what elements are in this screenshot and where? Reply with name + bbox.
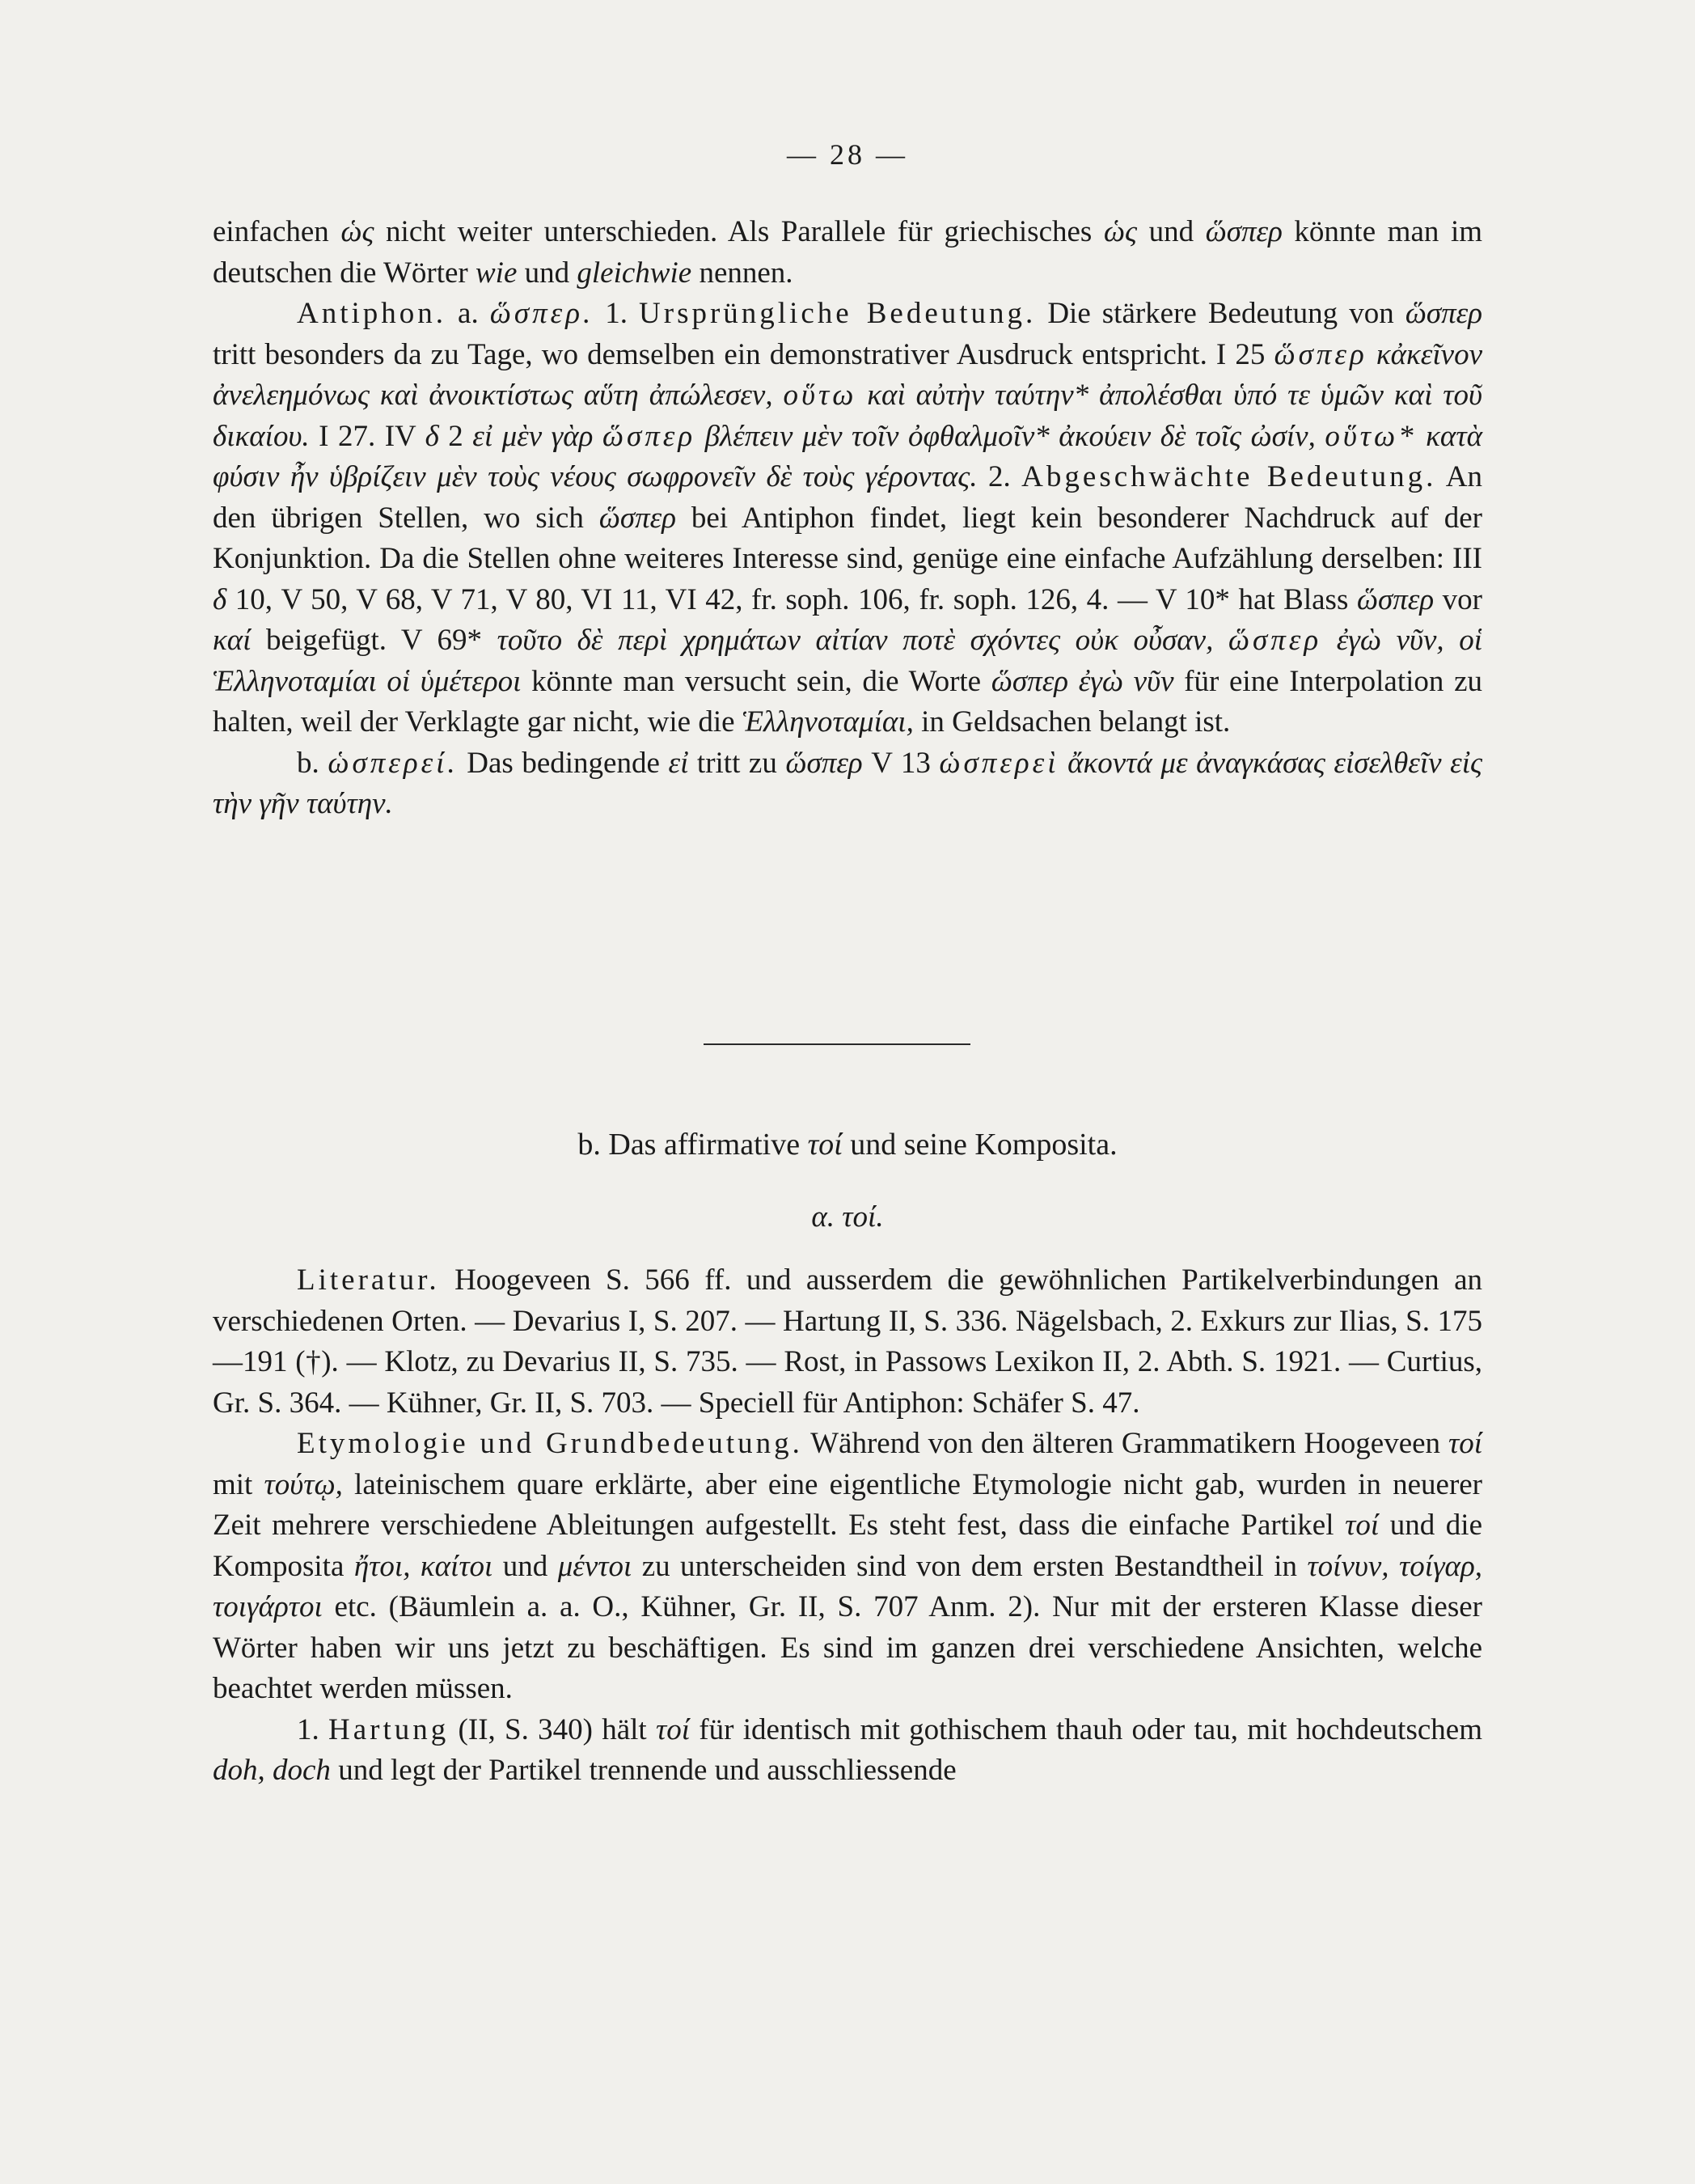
text-run: τοίνυν, τοίγαρ, τοιγάρτοι xyxy=(213,1549,1482,1623)
text-run: Antiphon. xyxy=(297,297,447,330)
text-run: ὥσπερ xyxy=(602,419,696,453)
text-run: ὥσπερ xyxy=(1274,337,1367,371)
text-run: καί xyxy=(213,624,252,657)
text-run: ὥσπερ xyxy=(1356,582,1435,616)
text-run: lateinischem quare erklärte, aber eine eigentliche Etymologie nicht gab, wurden in neuerer Zeit mehrere verschiedene Ableitungen aufgestellt. Es steht fest, dass die einfache Partikel xyxy=(213,1467,1483,1542)
text-run: wie xyxy=(476,256,518,290)
text-run: ὥσπερ. xyxy=(489,297,594,330)
paragraph-p2 xyxy=(213,294,1482,743)
section-heading-suffix: und seine Komposita. xyxy=(842,1128,1118,1162)
text-run: δ xyxy=(425,419,439,453)
text-run: b. xyxy=(297,746,328,780)
text-run: und die Komposita xyxy=(213,1509,1482,1583)
text-run: Ursprüngliche Bedeutung. xyxy=(639,297,1037,330)
text-run: für eine Interpolation zu halten, weil der Verklagte gar nicht, wie die xyxy=(213,664,1483,739)
text-run: gleichwie xyxy=(577,256,692,290)
text-run: Ἑλληνοταμίαι, xyxy=(742,705,914,739)
text-run: μέντοι xyxy=(557,1549,632,1583)
text-run: καὶ αὐτὴν ταύτην* ἀπολέσθαι ὑπό τε ὑμῶν καὶ τοῦ δικαίου. xyxy=(213,379,1483,453)
text-run: δ xyxy=(213,582,227,616)
paragraph-p4 xyxy=(213,1260,1482,1424)
text-run: und legt der Partikel trennende und ausschliessende xyxy=(330,1754,957,1787)
text-run: εἰ μὲν γὰρ xyxy=(472,419,602,453)
text-run: τοῦτο δὲ περὶ χρημάτων αἰτίαν ποτὲ σχόντες οὐκ οὖσαν, xyxy=(497,624,1228,657)
text-run: τοί xyxy=(1448,1427,1482,1460)
text-run: ὥσπερ xyxy=(785,746,863,780)
text-run: κατὰ φύσιν ἦν ὑβρίζειν μὲν τοὺς νέους σωφρονεῖν δὲ τοὺς γέροντας. xyxy=(213,419,1482,493)
text-run: etc. (Bäumlein a. a. O., Kühner, Gr. II, S. 707 Anm. 2). Nur mit der ersteren Klasse dieser Wörter haben wir uns jetzt zu beschäftigen. Es sind im ganzen drei verschiedene Ansichten, welche beachtet werden müssen. xyxy=(213,1590,1482,1705)
text-run: könnte man im deutschen die Wörter xyxy=(213,215,1482,290)
text-run: ὡσπερεί. xyxy=(328,746,459,780)
text-run: Etymologie und Grundbedeutung. xyxy=(297,1427,803,1460)
text-run: für identisch mit gothischem thauh oder tau, mit hochdeutschem xyxy=(690,1712,1482,1746)
text-run: 1. xyxy=(297,1712,329,1746)
text-run: 1. xyxy=(594,297,640,330)
paragraph-p5 xyxy=(213,1424,1482,1710)
text-run: (II, S. 340) hält xyxy=(449,1712,656,1746)
text-run: 2. xyxy=(977,460,1022,493)
section-heading xyxy=(0,1127,1695,1162)
text-run: nennen. xyxy=(691,256,793,290)
text-run: in Geldsachen belangt ist. xyxy=(913,705,1231,739)
text-run: mit xyxy=(213,1467,264,1501)
text-run: ὥσπερ xyxy=(1228,624,1322,657)
text-run: κἀκεῖνον ἀνελεημόνως καὶ ἀνοικτίστως αὕτη ἀπώλεσεν, xyxy=(213,337,1482,412)
text-run: τούτῳ, xyxy=(264,1467,343,1501)
text-run: tritt besonders da zu Tage, wo demselben ein demonstrativer Ausdruck entspricht. I 25 xyxy=(213,337,1274,371)
text-run: Hartung xyxy=(328,1712,450,1746)
page-number: — 28 — xyxy=(787,138,908,171)
text-run: ὥσπερ xyxy=(598,501,676,535)
text-run: und xyxy=(517,256,577,290)
paragraph-p6 xyxy=(213,1710,1482,1792)
text-run: V 13 xyxy=(862,746,940,780)
text-run: ἐγὼ νῦν, οἱ Ἑλληνοταμίαι οἱ ὑμέτεροι xyxy=(213,624,1483,698)
text-run: ὡς xyxy=(1103,215,1138,248)
text-run: a. xyxy=(446,297,490,330)
text-run: An den übrigen Stellen, wo sich xyxy=(213,460,1482,535)
body-text-bottom xyxy=(213,1260,1482,1792)
section-heading-prefix: b. Das affirmative xyxy=(577,1128,808,1162)
text-run: ὥσπερ ἐγὼ νῦν xyxy=(991,664,1174,698)
sub-heading: α. τοί. xyxy=(811,1200,884,1234)
section-heading-greek: τοί xyxy=(807,1128,843,1162)
text-run: beigefügt. V 69* xyxy=(251,624,497,657)
text-run: ἄκοντά με ἀναγκάσας εἰσελθεῖν εἰς τὴν γῆν ταύτην. xyxy=(213,746,1483,820)
text-run: tritt zu xyxy=(688,746,786,780)
body-text-top xyxy=(213,212,1482,825)
text-run: 10, V 50, V 68, V 71, V 80, VI 11, VI 42, fr. soph. 106, fr. soph. 126, 4. — V 10* hat Blass xyxy=(226,582,1357,616)
text-run: doh, doch xyxy=(213,1754,331,1787)
text-run: könnte man versucht sein, die Worte xyxy=(521,664,991,698)
divider-rule xyxy=(704,1043,970,1045)
text-run: τοί xyxy=(655,1712,691,1746)
text-run: vor xyxy=(1434,582,1482,616)
paragraph-p1 xyxy=(213,212,1482,294)
text-run: ἤτοι, καίτοι xyxy=(353,1549,493,1583)
text-run: βλέπειν μὲν τοῖν ὀφθαλμοῖν* ἀκούειν δὲ τοῖς ὠσίν, xyxy=(695,419,1325,453)
text-run: zu unterscheiden sind von dem ersten Bestandtheil in xyxy=(632,1549,1308,1583)
text-run: ὥσπερ xyxy=(1205,215,1283,248)
text-run: οὕτω* xyxy=(1325,419,1417,453)
text-run: Abgeschwächte Bedeutung. xyxy=(1021,460,1437,493)
text-run: nicht weiter unterschieden. Als Parallele für griechisches xyxy=(374,215,1104,248)
text-run: τοί xyxy=(1345,1509,1380,1542)
text-run: ὡς xyxy=(340,215,374,248)
text-run: und xyxy=(1137,215,1206,248)
text-run: Die stärkere Bedeutung von xyxy=(1036,297,1405,330)
text-run: Hoogeveen S. 566 ff. und ausserdem die gewöhnlichen Partikelverbindungen an verschiedenen Orten. — Devarius I, S. 207. — Hartung II, S. 336. Nägelsbach, 2. Exkurs zur Ilias, S. 175—191 (†). — Klotz, zu Devarius II, S. 735. — Rost, in Passows Lexikon II, 2. Abth. S. 1921. — Curtius, Gr. S. 364. — Kühner, Gr. II, S. 703. — Speciell für Antiphon: Schäfer S. 47. xyxy=(213,1263,1482,1420)
text-run: οὕτω xyxy=(783,379,857,412)
text-run: und xyxy=(492,1549,558,1583)
paragraph-p3 xyxy=(213,743,1482,825)
text-run: Das bedingende xyxy=(458,746,669,780)
text-run: Literatur. xyxy=(297,1263,440,1297)
text-run: bei Antiphon findet, liegt kein besonderer Nachdruck auf der Konjunktion. Da die Stellen ohne weiteres Interesse sind, genüge eine einfache Aufzählung derselben: III xyxy=(213,501,1483,575)
text-run: εἰ xyxy=(668,746,689,780)
text-run: ὡσπερεὶ xyxy=(939,746,1059,780)
text-run: Während von den älteren Grammatikern Hoogeveen xyxy=(802,1427,1448,1460)
text-run: einfachen xyxy=(213,215,341,248)
text-run: ὥσπερ xyxy=(1405,297,1482,330)
text-run: 2 xyxy=(438,419,473,453)
text-run: I 27. IV xyxy=(309,419,425,453)
